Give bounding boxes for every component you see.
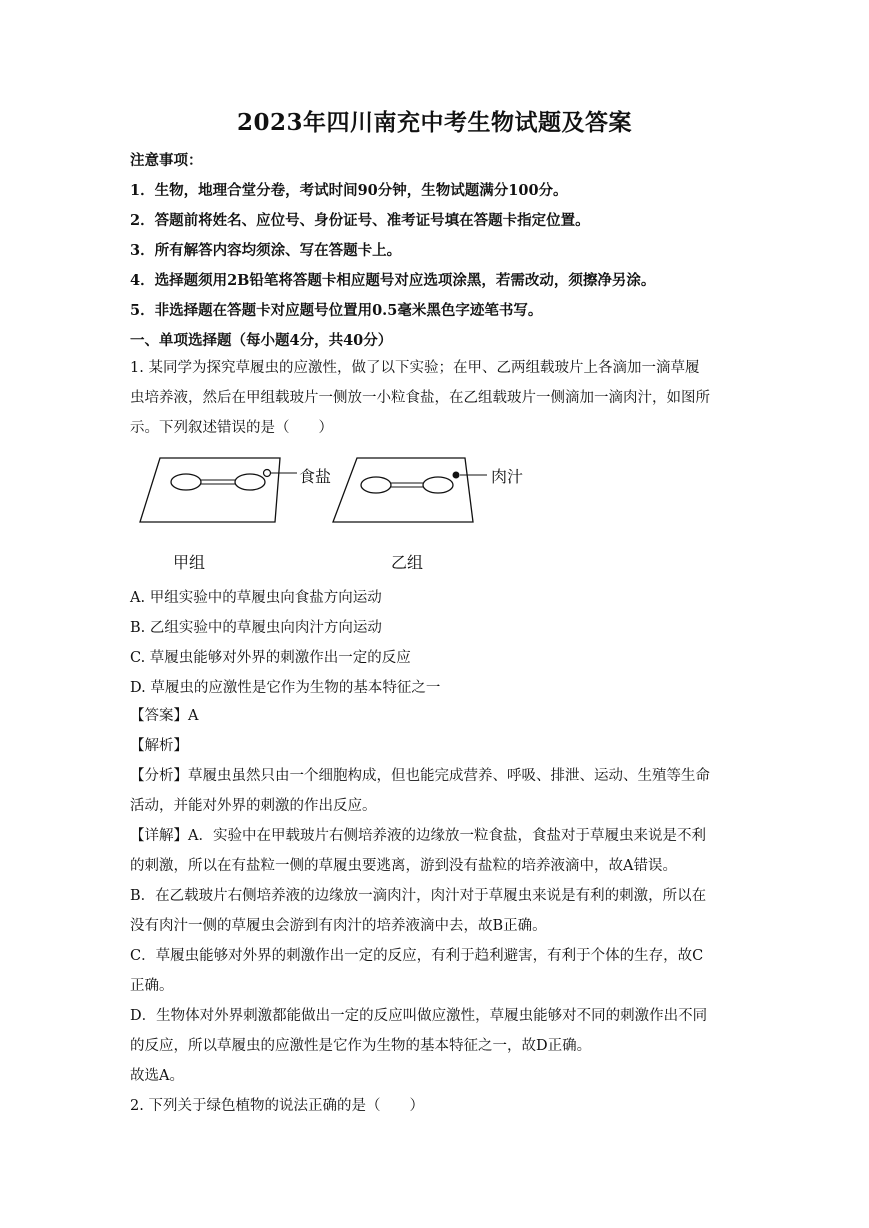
question-1-stem-line-1: 1. 某同学为探究草履虫的应激性，做了以下实验；在甲、乙两组载玻片上各滴加一滴草履 [130, 360, 700, 376]
droplet-right-yi [423, 477, 453, 493]
analysis-line-11: 故选A。 [130, 1068, 184, 1084]
label-salt: 食盐 [299, 467, 332, 486]
option-d: D. 草履虫的应激性是它作为生物的基本特征之一 [130, 680, 441, 696]
analysis-line-1: 【分析】草履虫虽然只由一个细胞构成，但也能完成营养、呼吸、排泄、运动、生殖等生命 [130, 768, 710, 784]
droplet-left-jia [171, 474, 201, 490]
droplet-right-jia [235, 474, 265, 490]
analysis-line-8: 正确。 [130, 978, 174, 994]
option-c: C. 草履虫能够对外界的刺激作出一定的反应 [130, 650, 411, 666]
notice-item-4: 4．选择题须用2B铅笔将答题卡相应题号对应选项涂黑，若需改动，须擦净另涂。 [130, 272, 656, 289]
notice-item-5: 5．非选择题在答题卡对应题号位置用0.5毫米黑色字迹笔书写。 [130, 302, 543, 319]
question-1-stem-line-3: 示。下列叙述错误的是（ ） [130, 420, 333, 436]
analysis-line-2: 活动，并能对外界的刺激的作出反应。 [130, 798, 377, 814]
meat-juice-drop-icon [453, 472, 460, 479]
page-title: 2023年四川南充中考生物试题及答案 [236, 109, 632, 136]
analysis-line-3: 【详解】A．实验中在甲载玻片右侧培养液的边缘放一粒食盐，食盐对于草履虫来说是不利 [130, 828, 706, 844]
analysis-line-5: B．在乙载玻片右侧培养液的边缘放一滴肉汁，肉汁对于草履虫来说是有利的刺激，所以在 [130, 888, 707, 904]
question-2-stem: 2. 下列关于绿色植物的说法正确的是（ ） [130, 1098, 424, 1114]
analysis-line-7: C．草履虫能够对外界的刺激作出一定的反应，有利于趋利避害，有利于个体的生存，故C [130, 948, 704, 964]
experiment-figure [135, 450, 545, 575]
answer: 【答案】A [130, 708, 199, 724]
analysis-line-10: 的反应，所以草履虫的应激性是它作为生物的基本特征之一，故D正确。 [130, 1038, 592, 1054]
label-group-jia: 甲组 [173, 553, 206, 572]
analysis-line-4: 的刺激，所以在有盐粒一侧的草履虫要逃离，游到没有盐粒的培养液滴中，故A错误。 [130, 858, 677, 874]
option-b: B. 乙组实验中的草履虫向肉汁方向运动 [130, 620, 382, 636]
analysis-line-6: 没有肉汁一侧的草履虫会游到有肉汁的培养液滴中去，故B正确。 [130, 918, 547, 934]
analysis-line-9: D．生物体对外界刺激都能做出一定的反应叫做应激性，草履虫能够对不同的刺激作出不同 [130, 1008, 708, 1024]
droplet-left-yi [361, 477, 391, 493]
notice-item-3: 3．所有解答内容均须涂、写在答题卡上。 [130, 242, 402, 259]
option-a: A. 甲组实验中的草履虫向食盐方向运动 [130, 590, 382, 606]
notice-item-2: 2．答题前将姓名、应位号、身份证号、准考证号填在答题卡指定位置。 [130, 212, 590, 229]
question-1-stem-line-2: 虫培养液，然后在甲组载玻片一侧放一小粒食盐，在乙组载玻片一侧滴加一滴肉汁，如图所 [130, 390, 710, 406]
slide-jia [140, 458, 280, 522]
analysis-heading: 【解析】 [130, 738, 188, 754]
section-heading: 一、单项选择题（每小题4分，共40分） [130, 332, 393, 349]
slide-yi [333, 458, 473, 522]
label-meat-juice: 肉汁 [491, 467, 524, 486]
notice-heading: 注意事项： [130, 152, 203, 169]
salt-grain-icon [264, 470, 271, 477]
notice-item-1: 1．生物，地理合堂分卷，考试时间90分钟，生物试题满分100分。 [130, 182, 568, 199]
label-group-yi: 乙组 [391, 553, 424, 572]
